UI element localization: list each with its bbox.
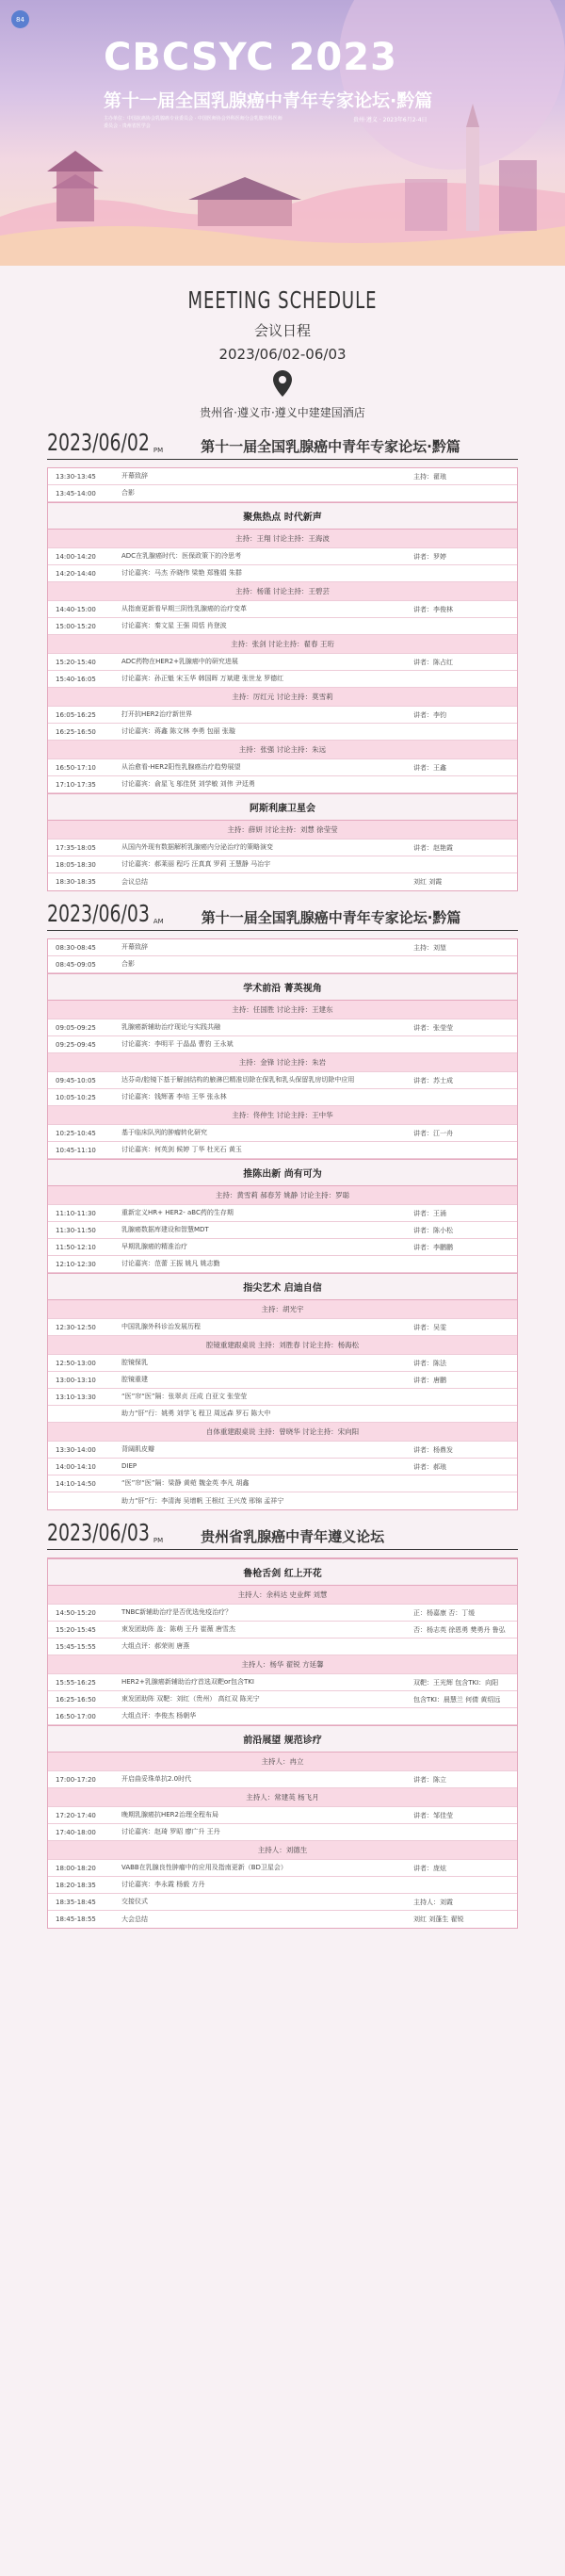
session-topic: 讨论嘉宾：郝莱丽 程巧 汪真真 罗莉 王慧静 马冶宇: [121, 860, 271, 868]
schedule-row: [48, 565, 517, 582]
moderator-row: 主持：黄雪莉 郝春芳 姚静 讨论主持：罗聪: [48, 1186, 517, 1205]
session-topic: 腔镜保乳: [121, 1359, 148, 1366]
session-time: 09:45-10:05: [56, 1076, 96, 1084]
session-speaker: 刘红 刘霞: [413, 878, 443, 886]
schedule-row: [48, 654, 517, 671]
session-time: 18:45-18:55: [56, 1916, 96, 1923]
day-date: 2023/06/02: [47, 429, 150, 456]
session-topic: 开幕致辞: [121, 472, 148, 480]
day-period: PM: [153, 1537, 164, 1544]
session-time: 18:30-18:35: [56, 878, 96, 886]
session-topic: “医”帘“医”隔：张翠贞 汪成 白亚文 张莹莹: [121, 1393, 248, 1400]
session-topic: 早期乳腺癌的精准治疗: [121, 1243, 187, 1250]
session-topic: 讨论嘉宾：秦文星 王强 周恬 肖登波: [121, 622, 227, 629]
session-speaker: 讲者：陈法: [413, 1359, 446, 1367]
session-speaker: 主持人：刘霞: [413, 1898, 453, 1906]
schedule-row: [48, 618, 517, 635]
schedule-row: [48, 840, 517, 856]
session-speaker: 包含TKI：晨慧兰 何倩 黄绍远: [413, 1695, 501, 1704]
day-header: [47, 1519, 518, 1550]
session-time: 17:10-17:35: [56, 780, 96, 789]
session-time: 11:50-12:10: [56, 1243, 96, 1251]
moderator-row: 主持：胡光宇: [48, 1300, 517, 1319]
session-speaker: 讲者：罗婷: [413, 552, 446, 561]
schedule-row: [48, 1256, 517, 1273]
schedule-row: [48, 1475, 517, 1492]
schedule-row: [48, 1639, 517, 1655]
session-topic: 基于临床队列的肿瘤转化研究: [121, 1129, 207, 1136]
session-speaker: 讲者：陈立: [413, 1775, 446, 1784]
session-speaker: 讲者：张莹莹: [413, 1023, 453, 1032]
schedule-row: [48, 1807, 517, 1824]
session-time: 18:00-18:20: [56, 1864, 96, 1872]
session-speaker: 讲者：王涌: [413, 1209, 446, 1217]
session-topic: 合影: [121, 960, 135, 968]
session-time: 13:10-13:30: [56, 1393, 96, 1401]
session-time: 15:20-15:40: [56, 658, 96, 666]
session-topic: 乳腺癌数据库建设和智慧MDT: [121, 1226, 209, 1233]
session-topic: HER2+乳腺癌新辅助治疗首选双靶or包含TKI: [121, 1678, 254, 1686]
schedule-row: [48, 1089, 517, 1106]
session-time: 12:30-12:50: [56, 1323, 96, 1331]
session-time: 15:45-15:55: [56, 1642, 96, 1651]
session-topic: DIEP: [121, 1462, 137, 1470]
venue-address: 贵州省·遵义市·遵义中建建国酒店: [200, 406, 365, 419]
session-time: 13:30-13:45: [56, 472, 96, 481]
session-time: 10:45-11:10: [56, 1146, 96, 1154]
session-time: 09:05-09:25: [56, 1023, 96, 1032]
session-topic: 会议总结: [121, 877, 148, 886]
session-time: 15:20-15:45: [56, 1625, 96, 1634]
schedule-table: [47, 1557, 518, 1929]
day-date: 2023/06/03: [47, 900, 150, 927]
session-time: 13:30-14:00: [56, 1445, 96, 1454]
schedule-row: [48, 1708, 517, 1725]
session-topic: ADC药物在HER2+乳腺癌中的研究进展: [121, 658, 238, 665]
schedule-row: [48, 1239, 517, 1256]
schedule-table: [47, 938, 518, 1510]
session-topic: 大会总结: [121, 1915, 148, 1923]
session-topic: 重新定义HR+ HER2- aBC药的生存期: [121, 1209, 234, 1216]
header-banner: [0, 0, 565, 266]
schedule-row: [48, 707, 517, 724]
session-time: 11:30-11:50: [56, 1226, 96, 1234]
organizer-text: 主办单位：中国抗癌协会乳腺癌专业委员会 · 中国医师协会外科医师分会乳腺外科医师委员会 · 贵州省医学会: [104, 116, 282, 129]
session-time: 14:10-14:50: [56, 1479, 96, 1488]
session-speaker: 讲者：李鹏鹏: [413, 1243, 453, 1251]
banner-date: 贵州·遵义 · 2023年6月2-4日: [353, 117, 428, 123]
day-title: 第十一届全国乳腺癌中青年专家论坛·黔篇: [201, 438, 460, 455]
moderator-row: 主持：厉红元 讨论主持：莫雪莉: [48, 688, 517, 707]
schedule-row: [48, 873, 517, 890]
session-time: 10:05-10:25: [56, 1093, 96, 1101]
session-speaker: 讲者：苏士成: [413, 1076, 453, 1084]
session-time: 18:20-18:35: [56, 1881, 96, 1889]
schedule-row: [48, 1622, 517, 1639]
moderator-row: 自体重建跟桌说 主持：曾晓华 讨论主持：宋向阳: [48, 1423, 517, 1442]
day-section-day1: [47, 429, 518, 891]
section-title: 阿斯利康卫星会: [48, 793, 517, 821]
section-title: 聚焦热点 时代新声: [48, 502, 517, 530]
day-header: [47, 429, 518, 460]
session-topic: VABB在乳腺良性肿瘤中的应用及指南更新（BD卫星会）: [121, 1864, 287, 1871]
location-pin-icon: [273, 370, 292, 397]
moderator-row: 主持：任国胜 讨论主持：王建东: [48, 1001, 517, 1019]
schedule-row: [48, 1142, 517, 1159]
moderator-row: 主持：金锋 讨论主持：朱岩: [48, 1053, 517, 1072]
schedule-row: [48, 1319, 517, 1336]
session-topic: TNBC新辅助治疗是否优选免疫治疗？: [121, 1608, 233, 1616]
session-time: 12:50-13:00: [56, 1359, 96, 1367]
section-title: 鲁枪舌剑 红上开花: [48, 1558, 517, 1586]
session-topic: 束发团助阵 双靶：刘红（贵州） 高红双 陈光宁: [121, 1695, 260, 1703]
schedule-row: [48, 776, 517, 793]
session-topic: 助力“肝”行：李清海 吴增帆 王根红 王兴茂 邢锦 孟祥宁: [121, 1496, 284, 1505]
session-topic: 腔镜重建: [121, 1376, 148, 1383]
schedule-row: [48, 1911, 517, 1928]
moderator-row: 主持人：刘德生: [48, 1841, 517, 1860]
session-time: 18:05-18:30: [56, 860, 96, 869]
session-topic: 背阔肌皮瓣: [121, 1445, 154, 1453]
schedule-row: [48, 671, 517, 688]
session-speaker: 刘红 刘蓬生 翟锐: [413, 1916, 464, 1923]
session-time: 12:10-12:30: [56, 1260, 96, 1268]
session-time: 14:00-14:10: [56, 1462, 96, 1471]
session-speaker: 讲者：陈小松: [413, 1226, 453, 1234]
schedule-row: [48, 1072, 517, 1089]
session-topic: 讨论嘉宾：马杰 乔晓伟 梁艳 郑雅娟 朱群: [121, 569, 242, 577]
session-time: 10:25-10:45: [56, 1129, 96, 1137]
moderator-row: 主持人：冉立: [48, 1753, 517, 1771]
section-title: 前沿展望 规范诊疗: [48, 1725, 517, 1753]
session-time: 08:30-08:45: [56, 943, 96, 952]
moderator-row: 主持：杨谨 讨论主持：王碧芸: [48, 582, 517, 601]
session-time: 17:20-17:40: [56, 1811, 96, 1819]
session-time: 16:50-17:00: [56, 1712, 96, 1720]
schedule-row: [48, 759, 517, 776]
schedule-row: [48, 1036, 517, 1053]
session-topic: 大组点评：李俊杰 杨朝华: [121, 1712, 197, 1720]
session-topic: 合影: [121, 489, 135, 497]
session-time: 08:45-09:05: [56, 960, 96, 969]
section-title: 学术前沿 菁英视角: [48, 973, 517, 1001]
moderator-row: 主持人：常建英 杨飞月: [48, 1788, 517, 1807]
session-time: 17:00-17:20: [56, 1775, 96, 1784]
schedule-row: [48, 956, 517, 973]
session-topic: 开启曲妥珠单抗2.0时代: [121, 1775, 192, 1783]
session-time: 16:25-16:50: [56, 727, 96, 736]
session-speaker: 主持：翟琅: [413, 472, 446, 481]
session-speaker: 讲者：赵艳霞: [413, 843, 453, 852]
schedule-row: [48, 548, 517, 565]
session-topic: 讨论嘉宾：俞星飞 邬佳贤 刘学敏 刘伟 尹廷勇: [121, 780, 255, 788]
moderator-row: 主持：张强 讨论主持：朱远: [48, 741, 517, 759]
session-time: 17:35-18:05: [56, 843, 96, 852]
schedule-row: [48, 939, 517, 956]
session-time: 15:40-16:05: [56, 675, 96, 683]
session-topic: 交接仪式: [121, 1898, 148, 1905]
session-time: 11:10-11:30: [56, 1209, 96, 1217]
schedule-row: [48, 1205, 517, 1222]
day-date: 2023/06/03: [47, 1519, 150, 1546]
schedule-header: [0, 285, 565, 420]
session-time: 18:35-18:45: [56, 1898, 96, 1906]
session-topic: 讨论嘉宾：钱辉著 李培 王华 张永林: [121, 1093, 227, 1101]
session-time: 14:00-14:20: [56, 552, 96, 561]
schedule-row: [48, 485, 517, 502]
session-speaker: 主持：刘堃: [413, 943, 446, 952]
session-time: 15:00-15:20: [56, 622, 96, 630]
session-topic: 讨论嘉宾：赵琦 罗昭 廖广升 王丹: [121, 1828, 220, 1835]
schedule-row: [48, 1877, 517, 1894]
schedule-row: [48, 1824, 517, 1841]
moderator-row: 主持：张剑 讨论主持：翟春 王珩: [48, 635, 517, 654]
schedule-row: [48, 1605, 517, 1622]
moderator-row: 主持：王翔 讨论主持：王海波: [48, 530, 517, 548]
schedule-row: [48, 1860, 517, 1877]
session-speaker: 讲者：庞炫: [413, 1864, 446, 1872]
schedule-row: [48, 1894, 517, 1911]
session-time: 16:05-16:25: [56, 710, 96, 719]
session-topic: 达芬奇/腔镜下基于解剖结构的腋淋巴精准切除在保乳和乳头保留乳房切除中应用: [121, 1076, 355, 1084]
section-title: 推陈出新 尚有可为: [48, 1159, 517, 1186]
day-section-day3: [47, 1519, 518, 1929]
session-time: 15:55-16:25: [56, 1678, 96, 1687]
schedule-row: [48, 1771, 517, 1788]
schedule-row: [48, 856, 517, 873]
session-topic: 助力“肝”行：姚勇 刘学飞 程卫 周远森 罗石 陈大中: [121, 1410, 271, 1417]
moderator-row: 主持：佟仲生 讨论主持：王中华: [48, 1106, 517, 1125]
day-title: 第十一届全国乳腺癌中青年专家论坛·黔篇: [201, 909, 461, 926]
session-topic: 晚期乳腺癌抗HER2治理全程布局: [121, 1811, 219, 1818]
page-title-cn: 会议日程: [253, 322, 311, 339]
schedule-row: [48, 1406, 517, 1423]
session-time: 13:45-14:00: [56, 489, 96, 497]
session-topic: 从治愈看-HER2阳性乳腺癌治疗趋势展望: [121, 763, 241, 771]
day-period: PM: [153, 447, 164, 454]
schedule-row: [48, 1492, 517, 1509]
schedule-row: [48, 1691, 517, 1708]
session-topic: 大组点评：郝荣则 唐燕: [121, 1642, 190, 1650]
schedule-row: [48, 1372, 517, 1389]
conference-logo: CBCSYC 2023: [104, 36, 397, 79]
schedule-row: [48, 468, 517, 485]
schedule-row: [48, 1355, 517, 1372]
session-speaker: 正：杨嘉康 否：丁缓: [413, 1608, 476, 1617]
session-speaker: 讲者：江一舟: [413, 1129, 453, 1137]
session-time: 16:25-16:50: [56, 1695, 96, 1704]
schedule-row: [48, 1459, 517, 1475]
page-title: MEETING SCHEDULE: [187, 285, 378, 314]
session-time: 14:40-15:00: [56, 605, 96, 613]
day-period: AM: [153, 918, 164, 925]
moderator-row: 腔镜重建跟桌说 主持：刘胜春 讨论主持：杨海松: [48, 1336, 517, 1355]
session-speaker: 讲者：郝琅: [413, 1462, 446, 1471]
session-time: 14:50-15:20: [56, 1608, 96, 1617]
section-title: 指尖艺术 启迪自信: [48, 1273, 517, 1300]
session-speaker: 讲者：吴雯: [413, 1323, 446, 1331]
session-topic: “医”帘“医”隔：梁静 黄菀 魏金英 李凡 胡鑫: [121, 1479, 250, 1487]
session-speaker: 讲者：王鑫: [413, 763, 446, 772]
schedule-table: [47, 467, 518, 891]
session-time: 09:25-09:45: [56, 1040, 96, 1049]
session-topic: 讨论嘉宾：何英剑 候婷 丁华 杜光石 黄玉: [121, 1146, 242, 1153]
session-speaker: 否：杨志英 徐恩勇 樊勇丹 鲁弘: [413, 1625, 506, 1634]
day-section-day2: [47, 900, 518, 1510]
schedule-row: [48, 601, 517, 618]
session-topic: 讨论嘉宾：孙正魁 宋玉华 韩国晖 万斌建 张世龙 罗德红: [121, 675, 284, 682]
schedule-row: [48, 1019, 517, 1036]
session-speaker: 讲者：李钧: [413, 710, 446, 719]
conference-subtitle: 第十一届全国乳腺癌中青年专家论坛·黔篇: [104, 90, 433, 111]
session-time: 16:50-17:10: [56, 763, 96, 772]
schedule-row: [48, 1674, 517, 1691]
moderator-row: 主持：薛妍 讨论主持：刘慧 徐莹莹: [48, 821, 517, 840]
session-speaker: 讲者：杨鼎发: [413, 1445, 453, 1454]
schedule-row: [48, 1222, 517, 1239]
meeting-dates: 2023/06/02-06/03: [218, 346, 347, 363]
session-topic: 讨论嘉宾：范蕾 王振 姚凡 姚志勤: [121, 1260, 220, 1267]
schedule-row: [48, 1442, 517, 1459]
session-speaker: 讲者：陈占红: [413, 658, 453, 666]
session-topic: 束发团助阵 盖：陈萌 王丹 崔薇 唐雪杰: [121, 1625, 235, 1633]
session-time: 13:00-13:10: [56, 1376, 96, 1384]
moderator-row: 主持人：杨华 翟锐 方延馨: [48, 1655, 517, 1674]
moderator-row: 主持人：余科达 史业辉 刘慧: [48, 1586, 517, 1605]
day-title: 贵州省乳腺癌中青年遵义论坛: [201, 1528, 385, 1545]
session-time: 17:40-18:00: [56, 1828, 96, 1836]
session-topic: 讨论嘉宾：李永霞 杨毅 方丹: [121, 1881, 205, 1888]
session-time: 14:20-14:40: [56, 569, 96, 578]
session-speaker: 讲者：邹佳莹: [413, 1811, 453, 1819]
session-speaker: 双靶：王光辉 包含TKI：向阳: [413, 1678, 499, 1687]
session-topic: 讨论嘉宾：李明平 于晶晶 曹豹 王永斌: [121, 1040, 234, 1048]
session-topic: 从国内外现有数据解析乳腺癌内分泌治疗的策略演变: [121, 843, 273, 851]
schedule-row: [48, 1389, 517, 1406]
day-header: [47, 900, 518, 931]
page-number-badge: 84: [11, 10, 29, 28]
session-topic: 讨论嘉宾：蒋鑫 陈文林 李勇 包丽 张璇: [121, 727, 235, 735]
session-topic: 乳腺癌新辅助治疗现论与实践共融: [121, 1023, 220, 1031]
session-topic: ADC在乳腺癌时代：医保政策下的冷思考: [121, 552, 242, 560]
session-speaker: 讲者：唐鹏: [413, 1376, 446, 1384]
session-speaker: 讲者：李俊林: [413, 605, 453, 613]
schedule-row: [48, 1125, 517, 1142]
schedule-row: [48, 724, 517, 741]
session-topic: 开幕致辞: [121, 943, 148, 951]
session-topic: 中国乳腺外科诊治发展历程: [121, 1323, 201, 1330]
session-topic: 打开抗HER2治疗新世界: [121, 710, 193, 718]
session-topic: 从指南更新看早期三阴性乳腺癌的治疗变革: [121, 605, 247, 612]
